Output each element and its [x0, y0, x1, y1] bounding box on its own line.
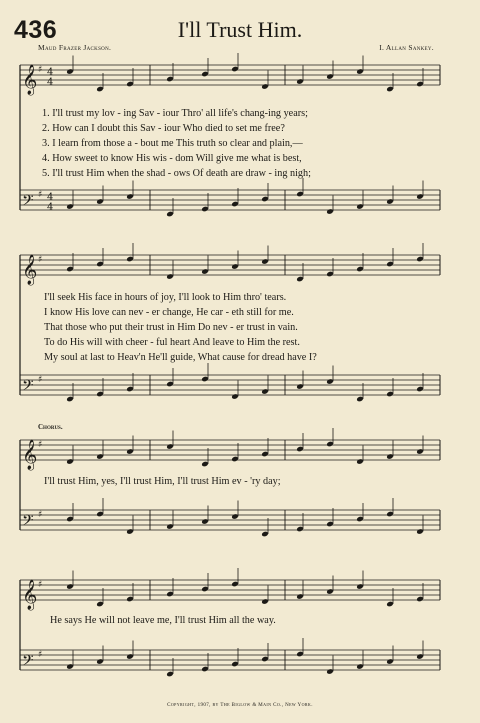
verse-block-2	[44, 290, 317, 365]
lyricist-credit: Maud Frazer Jackson.	[38, 43, 112, 52]
verse-line: 2. How can I doubt this Sav - iour Who died to set me free?	[42, 123, 285, 134]
svg-text:𝄢: 𝄢	[22, 192, 34, 213]
svg-text:𝄞: 𝄞	[22, 580, 38, 610]
svg-text:𝄞: 𝄞	[22, 65, 38, 95]
chorus-label: Chorus.	[38, 423, 63, 431]
verse-line: 4. How sweet to know His wis - dom Will give me what is best,	[42, 153, 302, 164]
verse-line: To do His will with cheer - ful heart And leave to Him the rest.	[44, 337, 300, 348]
verse-line: My soul at last to Heav'n He'll guide, What cause for dread have I?	[44, 352, 317, 363]
svg-text:4: 4	[47, 202, 54, 213]
composer-credit: I. Allan Sankey.	[379, 43, 434, 52]
svg-text:♯: ♯	[38, 510, 43, 520]
svg-text:4: 4	[47, 67, 54, 78]
svg-text:𝄢: 𝄢	[22, 652, 34, 673]
verse-line: 3. I learn from those a - bout me This truth so clear and plain,—	[42, 138, 303, 149]
chorus-line-1: I'll trust Him, yes, I'll trust Him, I'll trust Him ev - 'ry day;	[44, 476, 281, 487]
verse-line: 5. I'll trust Him when the shad - ows Of death are draw - ing nigh;	[42, 168, 311, 179]
verse-line: I'll seek His face in hours of joy, I'll look to Him thro' tears.	[44, 292, 287, 303]
svg-text:𝄢: 𝄢	[22, 377, 34, 398]
hymn-number: 436	[14, 16, 58, 44]
copyright-notice: Copyright, 1907, by The Biglow & Main Co., New York.	[167, 703, 313, 708]
verse-line: 1. I'll trust my lov - ing Sav - iour Thro' all life's chang-ing years;	[42, 108, 308, 119]
svg-text:♯: ♯	[38, 190, 43, 200]
svg-text:𝄢: 𝄢	[22, 512, 34, 533]
svg-text:♯: ♯	[38, 650, 43, 660]
svg-text:♯: ♯	[38, 440, 43, 450]
verse-block-1	[42, 106, 311, 181]
svg-text:♯: ♯	[38, 580, 43, 590]
chorus-line-2: He says He will not leave me, I'll trust Him all the way.	[50, 615, 276, 626]
svg-text:♯: ♯	[38, 375, 43, 385]
hymn-title: I'll Trust Him.	[177, 17, 303, 42]
svg-text:4: 4	[47, 192, 54, 203]
verse-line: That those who put their trust in Him Do nev - er trust in vain.	[44, 322, 298, 333]
svg-text:♯: ♯	[38, 65, 43, 75]
svg-text:𝄞: 𝄞	[22, 255, 38, 285]
verse-line: I know His love can nev - er change, He car - eth still for me.	[44, 307, 294, 318]
svg-text:𝄞: 𝄞	[22, 440, 38, 470]
svg-text:♯: ♯	[38, 255, 43, 265]
svg-text:4: 4	[47, 77, 54, 88]
